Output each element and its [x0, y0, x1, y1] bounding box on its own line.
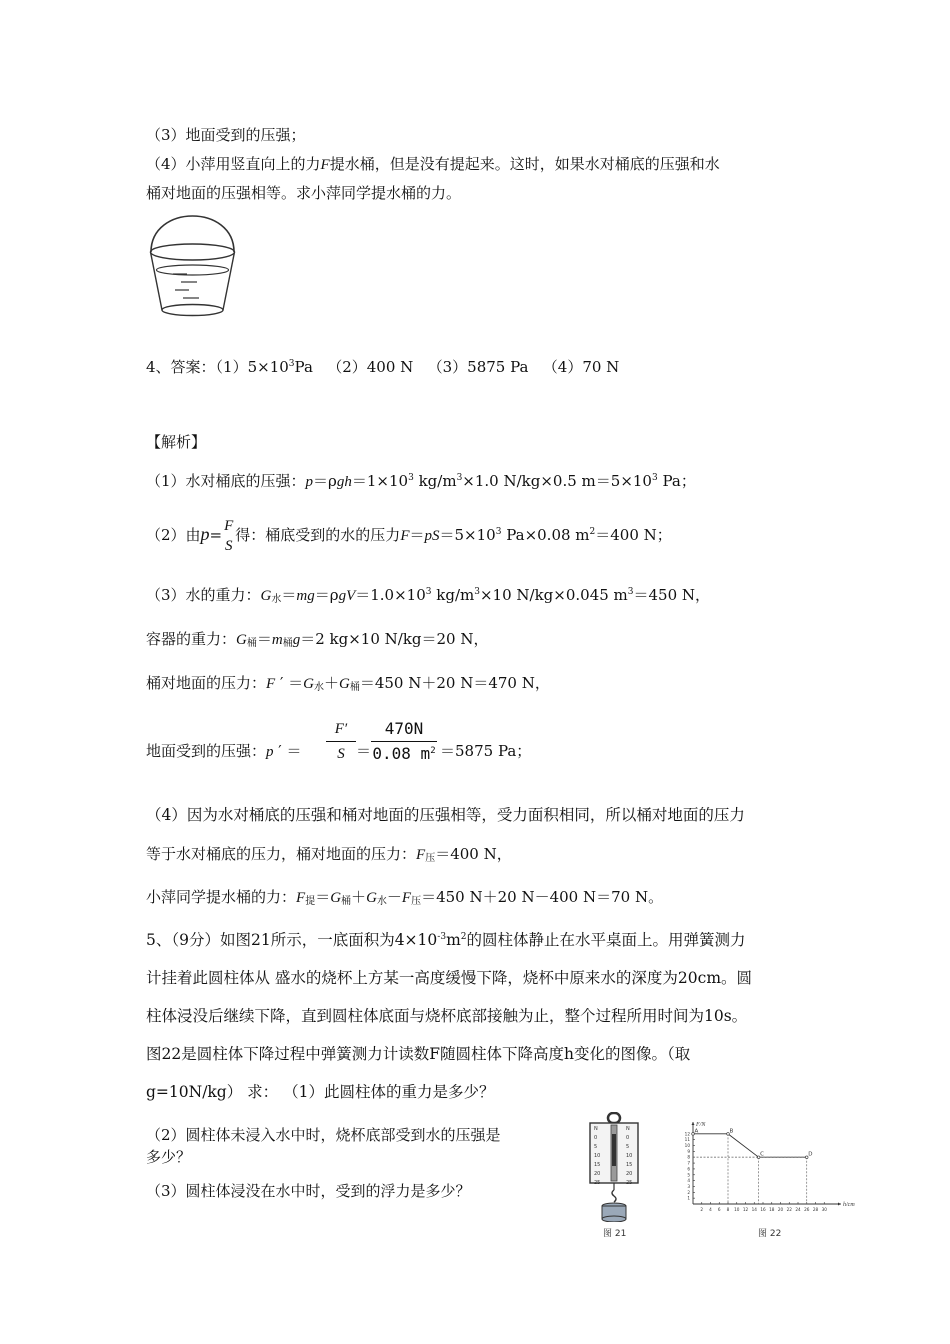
point-label: B — [729, 1128, 734, 1135]
y-tick-label: 6 — [687, 1166, 690, 1172]
x-tick-label: 26 — [804, 1207, 810, 1212]
scale-label-right: 10 — [626, 1153, 633, 1159]
scale-label-right: 20 — [626, 1171, 633, 1177]
y-tick-label: 1 — [687, 1195, 690, 1201]
y-tick-label: 11 — [684, 1137, 690, 1143]
analysis-step4-line2: 等于水对桶底的压力，桶对地面的压力：$F_压=400$ N， — [146, 845, 512, 864]
scale-label-right: 25 — [626, 1180, 633, 1186]
scale-label-left: N — [594, 1126, 598, 1132]
y-tick-label: 2 — [687, 1189, 690, 1195]
final-force-line: 小萍同学提水桶的力：$F_提=G_桶+G_水-F_压=450$ N＋20 N－400 N＝70 N。 — [146, 888, 664, 907]
y-tick-label: 8 — [687, 1154, 690, 1160]
scale-label-right: 5 — [626, 1144, 630, 1150]
analysis-step1: （1）水对桶底的压强：$p=\rho gh=1\times 10^3$ $kg/m^3\times 1.0$ N/kg×0.5 $m=5\times 10^3$ Pa； — [146, 472, 696, 490]
scale-label-left: 15 — [594, 1162, 601, 1168]
q5-question2-line1: （2）圆柱体未浸入水中时，烧杯底部受到水的压强是 — [146, 1126, 501, 1144]
x-tick-label: 2 — [700, 1207, 704, 1212]
y-axis-label: F/N — [696, 1122, 706, 1128]
x-tick-label: 28 — [812, 1207, 819, 1212]
x-tick-label: 20 — [777, 1207, 784, 1212]
x-axis-label: h/cm — [843, 1202, 855, 1208]
x-tick-label: 4 — [709, 1207, 712, 1212]
x-tick-label: 10 — [734, 1207, 740, 1212]
x-tick-label: 22 — [786, 1207, 792, 1212]
q4-part4-line2: 桶对地面的压强相等。求小萍同学提水桶的力。 — [146, 184, 462, 202]
x-tick-label: 16 — [760, 1207, 766, 1212]
analysis-step3: （3）水的重力：$G_水=mg=\rho gV=1.0\times 10^3$ $kg/m^3\times 10$ N/kg×0.045 $m^3=450$ N， — [146, 586, 711, 605]
y-axis-arrow — [692, 1122, 695, 1125]
spring-scale-figure — [585, 1112, 645, 1222]
ground-pressure-eq: ＝ — [356, 742, 372, 760]
fraction-470N-over-area: 470N 0.08 $m^2$ — [372, 719, 436, 763]
bucket-figure — [145, 210, 240, 322]
y-tick-label: 4 — [687, 1178, 690, 1184]
ground-pressure-label: 地面受到的压强：p ′ ＝ — [146, 742, 302, 760]
y-tick-label: 3 — [687, 1183, 690, 1189]
point-label: A — [694, 1128, 699, 1135]
scale-label-right: 15 — [626, 1162, 633, 1168]
x-axis-arrow — [838, 1203, 841, 1206]
x-tick-label: 18 — [769, 1207, 775, 1212]
q4-part3: （3）地面受到的压强； — [146, 126, 306, 144]
y-tick-label: 10 — [684, 1143, 690, 1149]
y-tick-label: 7 — [687, 1160, 690, 1166]
x-tick-label: 12 — [742, 1207, 749, 1212]
x-tick-label: 24 — [795, 1207, 801, 1212]
q5-line5: g=10N/kg） 求： （1）此圆柱体的重力是多少？ — [146, 1083, 495, 1101]
scale-label-right: 0 — [626, 1135, 630, 1141]
q4-part4-line1: （4）小萍用竖直向上的力F提水桶，但是没有提起来。这时，如果水对桶底的压强和水 — [146, 155, 720, 173]
bucket-pressure-force-line: 桶对地面的压力：F ′ $=G_水+G_桶=450$ N＋20 N＝470 N， — [146, 674, 550, 693]
x-tick-label: 30 — [821, 1207, 827, 1212]
fraction-F-over-S: F S — [224, 518, 234, 554]
scale-label-right: N — [626, 1126, 630, 1132]
fraction-F-prime-over-S: F′ S — [326, 717, 356, 766]
analysis-step4-line1: （4）因为水对桶底的压强和桶对地面的压强相等，受力面积相同，所以桶对地面的压力 — [146, 806, 745, 824]
q5-question2-line2: 多少？ — [146, 1148, 192, 1166]
q5-line1: 5、（9分）如图21所示，一底面积为$4\times 10^{-3}m^2$的圆柱体静止在水平桌面上。用弹簧测力 — [146, 931, 746, 949]
analysis-step2: （2）由p= F S 得：桶底受到的水的压力$F=pS=5\times 10^3$ Pa×0.08 $m^2=400$ N； — [146, 518, 672, 554]
x-tick-label: 14 — [751, 1207, 757, 1212]
series-line — [693, 1134, 807, 1157]
analysis-title: 【解析】 — [146, 433, 207, 451]
figure-22-caption: 图 22 — [758, 1229, 782, 1239]
ground-pressure-result: ＝5875 Pa； — [440, 742, 532, 760]
point-label: C — [760, 1151, 764, 1158]
scale-label-left: 25 — [594, 1180, 601, 1186]
q5-question3: （3）圆柱体浸没在水中时，受到的浮力是多少？ — [146, 1182, 471, 1200]
x-tick-label: 6 — [717, 1207, 721, 1212]
scale-label-left: 5 — [594, 1144, 598, 1150]
force-height-chart — [675, 1118, 855, 1218]
q5-line3: 柱体浸没后继续下降，直到圆柱体底面与烧杯底部接触为止，整个过程所用时间为10s。 — [146, 1007, 748, 1025]
figure-21-caption: 图 21 — [603, 1229, 627, 1239]
answer-line: 4、答案：$(1)5\times 10^3Pa$ （2）400 N （3）5875 Pa （4）70 N — [146, 358, 620, 376]
x-tick-label: 8 — [726, 1207, 730, 1212]
point-label: D — [808, 1151, 813, 1158]
q5-line2: 计挂着此圆柱体从 盛水的烧杯上方某一高度缓慢下降，烧杯中原来水的深度为20cm。圆 — [146, 969, 753, 987]
y-tick-label: 5 — [687, 1172, 690, 1178]
q5-line4: 图22是圆柱体下降过程中弹簧测力计读数F随圆柱体下降高度h变化的图像。（取 — [146, 1045, 691, 1063]
scale-label-left: 0 — [594, 1135, 598, 1141]
y-tick-label: 9 — [687, 1148, 690, 1154]
scale-label-left: 10 — [594, 1153, 601, 1159]
container-weight-line: 容器的重力：$G_桶=m_桶g=2$ kg×10 N/kg＝20 N， — [146, 630, 489, 649]
scale-label-left: 20 — [594, 1171, 601, 1177]
y-tick-label: 12 — [684, 1131, 690, 1137]
